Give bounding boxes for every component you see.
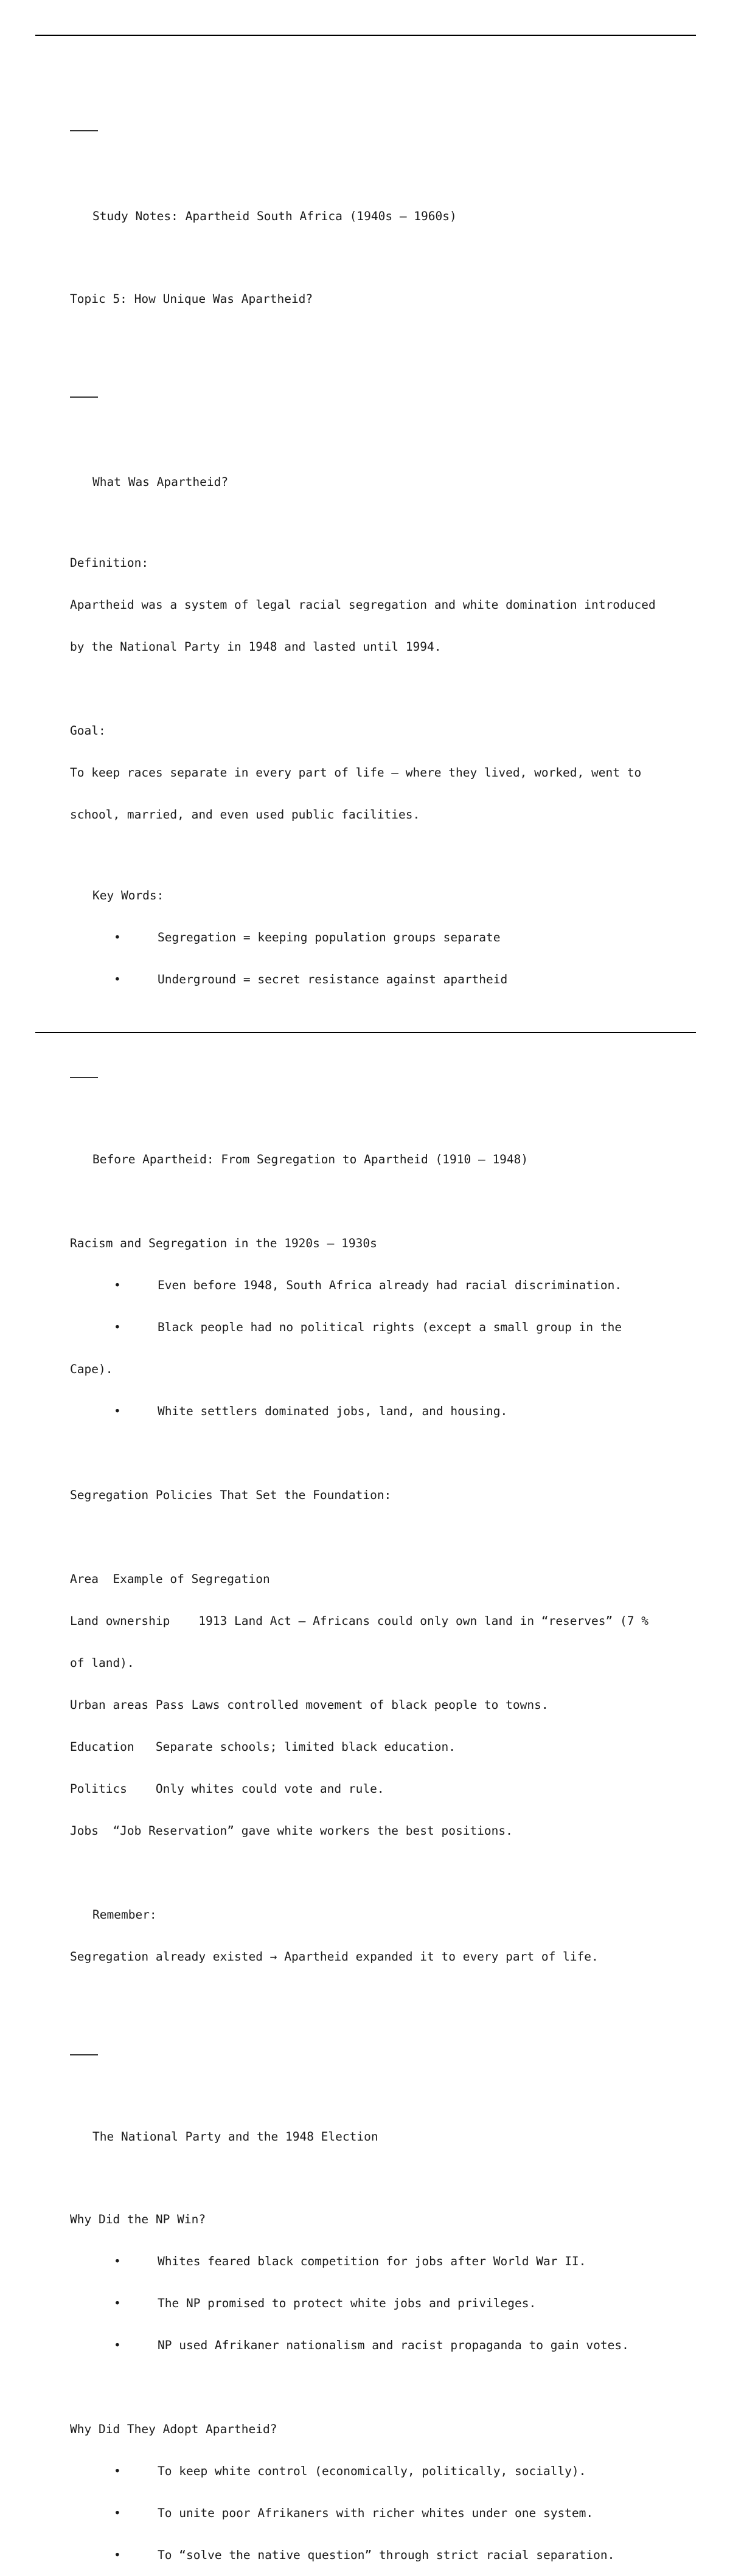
list-item-text: Even before 1948, South Africa already had racial discrimination.: [158, 1278, 622, 1292]
list-item-text: Black people had no political rights (except a small group in the: [158, 1320, 622, 1334]
list-item-text: NP used Afrikaner nationalism and racist propaganda to gain votes.: [158, 2338, 629, 2352]
document-title: Study Notes: Apartheid South Africa (1940s – 1960s): [92, 209, 457, 223]
table-row: Land ownership 1913 Land Act – Africans could only own land in “reserves” (7 %: [70, 1614, 648, 1628]
list-item-text: To “solve the native question” through strict racial separation.: [158, 2548, 615, 2562]
list-item: [70, 2296, 690, 2310]
top-horizontal-rule: [35, 35, 696, 36]
why-adopt-label: Why Did They Adopt Apartheid?: [70, 2422, 277, 2436]
bullet-icon: •: [114, 930, 121, 944]
why-win-label: Why Did the NP Win?: [70, 2212, 206, 2226]
remember-text: Segregation already existed → Apartheid expanded it to every part of life.: [70, 1950, 599, 1964]
definition-line: by the National Party in 1948 and lasted until 1994.: [70, 640, 442, 654]
bullet-icon: •: [114, 1404, 121, 1418]
table-row: Urban areas Pass Laws controlled movement of black people to towns.: [70, 1698, 549, 1712]
table-row: of land).: [70, 1656, 134, 1670]
list-item-text: Whites feared black competition for jobs after World War II.: [158, 2254, 586, 2268]
table-row: Education Separate schools; limited black education.: [70, 1740, 456, 1754]
list-item: [70, 972, 690, 986]
list-item-wrap: Cape).: [70, 1362, 113, 1376]
list-item: [70, 2254, 690, 2268]
bullet-icon: •: [114, 2548, 121, 2562]
topic-heading: Topic 5: How Unique Was Apartheid?: [70, 292, 313, 306]
list-item-text: To keep white control (economically, politically, socially).: [158, 2464, 586, 2478]
list-item-text: Underground = secret resistance against apartheid: [158, 972, 508, 986]
bullet-icon: •: [114, 2296, 121, 2310]
definition-line: Apartheid was a system of legal racial segregation and white domination introduced: [70, 598, 656, 612]
goal-label: Goal:: [70, 724, 106, 738]
list-item: [70, 1278, 690, 1292]
section-divider: [70, 130, 98, 131]
list-item-text: To unite poor Afrikaners with richer whites under one system.: [158, 2506, 594, 2520]
list-item: [70, 2464, 690, 2478]
goal-line: school, married, and even used public facilities.: [70, 808, 420, 822]
list-item: [70, 1404, 690, 1418]
list-item: [70, 2338, 690, 2352]
table-row: Politics Only whites could vote and rule.: [70, 1782, 384, 1796]
section-divider: [70, 396, 98, 398]
list-item: [70, 2548, 690, 2562]
section-heading-what-was-apartheid: What Was Apartheid?: [92, 475, 229, 489]
remember-label: Remember:: [92, 1908, 157, 1922]
list-item: [70, 2506, 690, 2520]
section-heading-national-party: The National Party and the 1948 Election: [92, 2130, 378, 2144]
section-divider: [70, 2054, 98, 2055]
bullet-icon: •: [114, 972, 121, 986]
list-item-text: White settlers dominated jobs, land, and housing.: [158, 1404, 508, 1418]
table-row: Jobs “Job Reservation” gave white workers the best positions.: [70, 1824, 513, 1838]
section-divider: [70, 1077, 98, 1078]
goal-line: To keep races separate in every part of life — where they lived, worked, went to: [70, 766, 642, 780]
bullet-icon: •: [114, 2254, 121, 2268]
section-heading-before-apartheid: Before Apartheid: From Segregation to Apartheid (1910 – 1948): [92, 1152, 529, 1166]
document-body: [70, 67, 690, 2576]
list-item-text: The NP promised to protect white jobs and privileges.: [158, 2296, 537, 2310]
list-item-text: Segregation = keeping population groups separate: [158, 930, 501, 944]
list-item: [70, 930, 690, 944]
bullet-icon: •: [114, 2464, 121, 2478]
policies-label: Segregation Policies That Set the Foundation:: [70, 1488, 392, 1502]
bullet-icon: •: [114, 2506, 121, 2520]
definition-label: Definition:: [70, 556, 149, 570]
sub-heading-racism: Racism and Segregation in the 1920s – 1930s: [70, 1236, 377, 1250]
list-item: [70, 1320, 690, 1334]
bullet-icon: •: [114, 2338, 121, 2352]
bottom-horizontal-rule: [35, 1032, 696, 1033]
key-words-label: Key Words:: [92, 888, 164, 902]
bullet-icon: •: [114, 1278, 121, 1292]
table-header: Area Example of Segregation: [70, 1572, 270, 1586]
bullet-icon: •: [114, 1320, 121, 1334]
